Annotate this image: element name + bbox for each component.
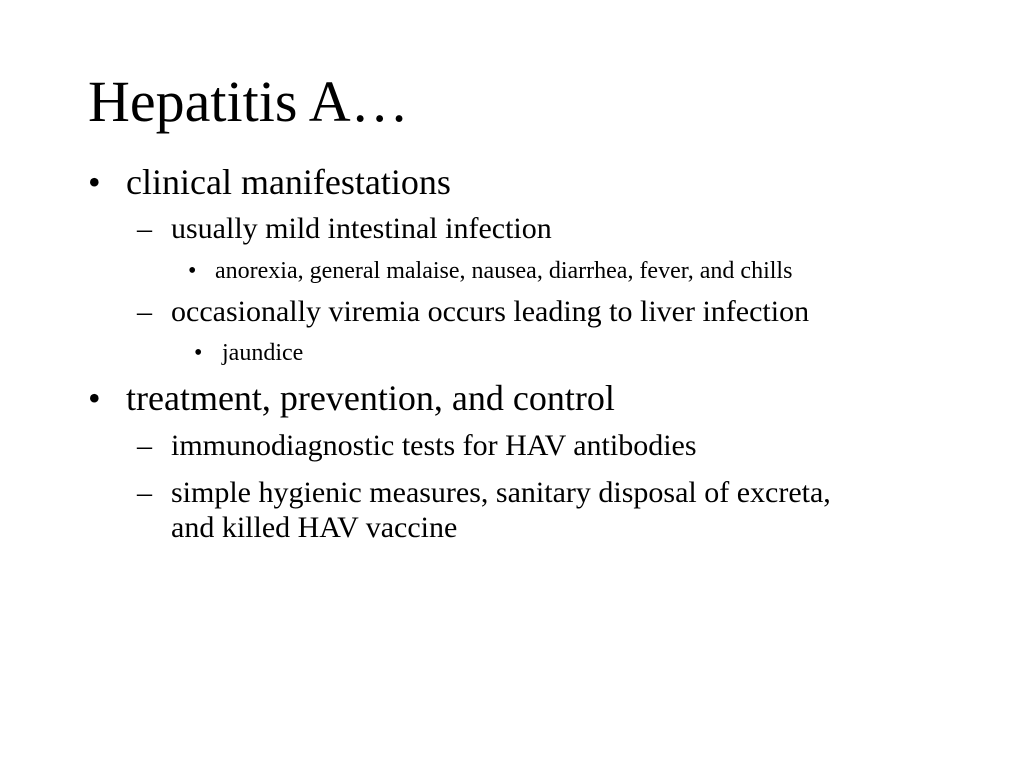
sub-item-text: usually mild intestinal infection <box>171 212 552 245</box>
bullet-text: treatment, prevention, and control <box>126 378 615 418</box>
sub-sub-item-text: jaundice <box>222 340 304 366</box>
sub-item-text: occasionally viremia occurs leading to liver infection <box>171 295 810 328</box>
dash-marker: – <box>137 476 152 509</box>
sub-item-text-line-2: and killed HAV vaccine <box>171 511 458 544</box>
bullet-marker: • <box>88 162 101 202</box>
sub-item-text-line-1: simple hygienic measures, sanitary disposal of excreta, <box>171 476 831 509</box>
dash-marker: – <box>137 429 152 462</box>
sub-item-text: immunodiagnostic tests for HAV antibodies <box>171 429 697 462</box>
bullet-text: clinical manifestations <box>126 162 451 202</box>
sub-sub-item-text: anorexia, general malaise, nausea, diarrhea, fever, and chills <box>215 258 793 284</box>
dash-marker: – <box>137 212 152 245</box>
bullet-marker: • <box>88 378 101 418</box>
dash-marker: – <box>137 295 152 328</box>
bullet-marker: • <box>194 340 203 366</box>
slide-title: Hepatitis A… <box>88 69 409 134</box>
bullet-marker: • <box>188 258 197 284</box>
